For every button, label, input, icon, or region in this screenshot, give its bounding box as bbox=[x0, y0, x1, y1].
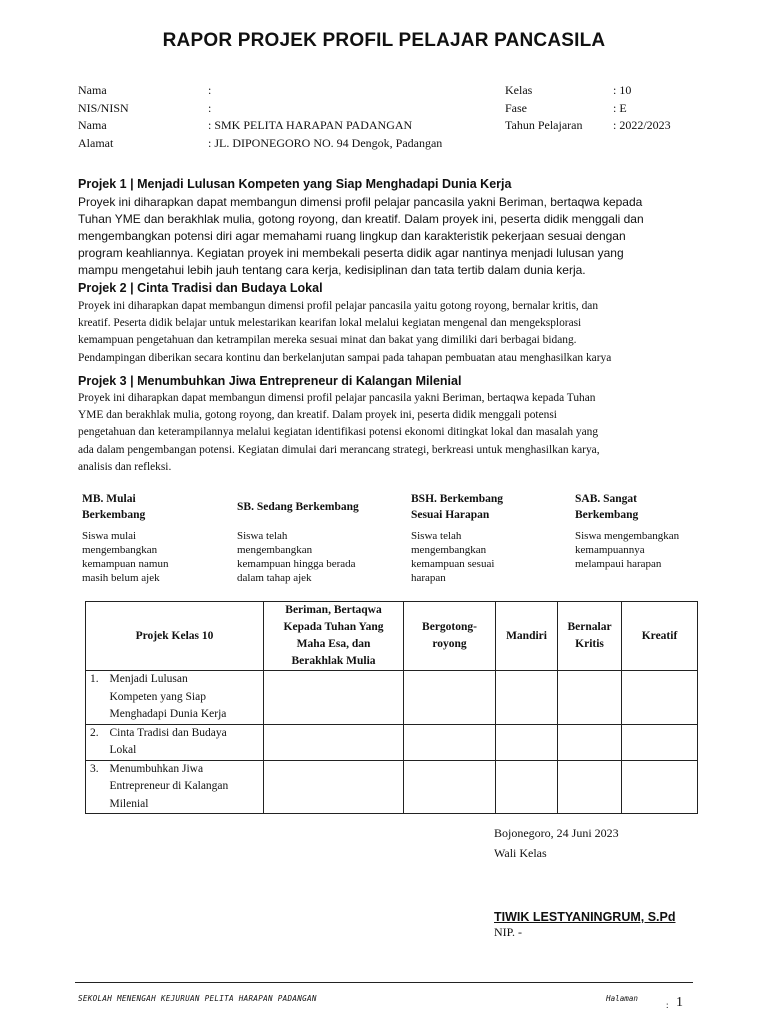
info-value: : E bbox=[613, 100, 627, 115]
report-title: RAPOR PROJEK PROFIL PELAJAR PANCASILA bbox=[162, 30, 606, 51]
text-line: program keahliannya. Kegiatan proyek ini membekali peserta didik agar nantinya menjadi lulusan yang bbox=[78, 246, 624, 261]
header-line: Kepada Tuhan Yang bbox=[283, 621, 384, 633]
header-line: Beriman, Bertaqwa bbox=[285, 604, 382, 616]
info-value: : 2022/2023 bbox=[613, 118, 671, 132]
footer-page-colon: : bbox=[666, 1000, 669, 1010]
project-3-heading: Projek 3 | Menumbuhkan Jiwa Entrepreneur di Kalangan Milenial bbox=[78, 374, 462, 388]
info-row-kelas bbox=[505, 82, 671, 100]
table-row bbox=[86, 671, 698, 725]
row-number: 2. bbox=[86, 724, 110, 760]
text-line: Tuhan YME dan berakhlak mulia, gotong royong, dan kreatif. Dalam proyek ini, peserta didik menggali dan bbox=[78, 212, 644, 227]
header-line: Bergotong- bbox=[422, 621, 477, 633]
scale-desc-line: kemampuan sesuai bbox=[411, 558, 495, 570]
info-label: Nama bbox=[78, 83, 107, 97]
score-cell[interactable] bbox=[622, 760, 698, 814]
text-line: analisis dan refleksi. bbox=[78, 460, 172, 473]
info-value: : bbox=[208, 83, 212, 97]
header-mandiri bbox=[496, 602, 558, 671]
footer-page-number: 1 bbox=[676, 995, 683, 1010]
score-cell[interactable] bbox=[264, 760, 404, 814]
scale-desc-line: Siswa mulai bbox=[82, 530, 137, 542]
scale-desc-line: kemampuannya bbox=[575, 544, 645, 556]
score-cell[interactable] bbox=[264, 671, 404, 725]
header-beriman bbox=[264, 602, 404, 671]
scale-bsh bbox=[411, 492, 566, 585]
header-line: Mandiri bbox=[506, 629, 547, 642]
info-row-tahun bbox=[505, 117, 671, 135]
footer-page-label: Halaman bbox=[606, 994, 639, 1003]
score-cell[interactable] bbox=[496, 760, 558, 814]
text-line: pengetahuan dan keterampilannya melalui kegiatan identifikasi potensi ekonomi ditingkat lokal dan masalah yang bbox=[78, 426, 599, 439]
table-row bbox=[86, 724, 698, 760]
scale-desc-line: mengembangkan bbox=[237, 543, 313, 556]
text-line: YME dan berakhlak mulia, gotong royong, dan kreatif. Dalam proyek ini, peserta didik menggali potensi bbox=[78, 409, 557, 422]
student-info-left bbox=[78, 82, 442, 152]
score-cell[interactable] bbox=[496, 724, 558, 760]
scale-desc-line: kemampuan hingga berada bbox=[237, 557, 356, 570]
row-number: 3. bbox=[86, 760, 110, 814]
signature-place-date: Bojonegoro, 24 Juni 2023 bbox=[494, 826, 619, 840]
header-line: Maha Esa, dan bbox=[296, 638, 371, 650]
score-cell[interactable] bbox=[404, 671, 496, 725]
scale-heading-line: BSH. Berkembang bbox=[411, 493, 504, 505]
signature-name: TIWIK LESTYANINGRUM, S.Pd bbox=[494, 910, 676, 924]
signature-nip: NIP. - bbox=[494, 925, 523, 939]
text-line: Pendampingan diberikan secara kontinu dan berkelanjutan sampai pada tahapan pembuatan atau menghasilkan karya bbox=[78, 351, 612, 364]
scale-description bbox=[237, 529, 402, 585]
text-line: mampu mengetahui lebih jauh tentang cara kerja, kedisiplinan dan tata tertib dalam dunia kerja. bbox=[78, 263, 586, 278]
scale-desc-line: harapan bbox=[411, 572, 446, 584]
scale-desc-line: mengembangkan bbox=[82, 544, 158, 556]
info-row-nis bbox=[78, 100, 442, 118]
header-line: Bernalar bbox=[567, 621, 612, 633]
header-kreatif bbox=[622, 602, 698, 671]
project-1-heading: Projek 1 | Menjadi Lulusan Kompeten yang Siap Menghadapi Dunia Kerja bbox=[78, 177, 512, 191]
text-line: ada dalam pengembangan potensi. Kegiatan dimulai dari merancang strategi, berkreasi untuk menghasilkan karya, bbox=[78, 443, 600, 456]
row-project-name bbox=[110, 671, 264, 725]
project-name-line: Menjadi Lulusan bbox=[109, 673, 188, 685]
info-row-address bbox=[78, 135, 442, 153]
header-line: royong bbox=[432, 638, 467, 650]
text-line: Proyek ini diharapkan dapat membangun dimensi profil pelajar pancasila yakni Beriman, bertaqwa kepada bbox=[78, 195, 643, 209]
score-cell[interactable] bbox=[558, 760, 622, 814]
footer-school-name: SEKOLAH MENENGAH KEJURUAN PELITA HARAPAN PADANGAN bbox=[78, 994, 317, 1003]
project-2-description bbox=[78, 298, 687, 367]
info-row-school bbox=[78, 117, 442, 135]
header-gotong-royong bbox=[404, 602, 496, 671]
scale-desc-line: mengembangkan bbox=[411, 544, 487, 556]
scale-desc-line: Siswa mengembangkan bbox=[575, 530, 680, 542]
project-name-line: Kompeten yang Siap bbox=[109, 690, 206, 703]
info-value: : JL. DIPONEGORO NO. 94 Dengok, Padangan bbox=[208, 135, 443, 150]
scale-description bbox=[411, 529, 566, 585]
scale-desc-line: masih belum ajek bbox=[82, 572, 160, 584]
project-name-line: Menumbuhkan Jiwa bbox=[109, 762, 204, 775]
student-info-right bbox=[505, 82, 671, 135]
header-line: Kritis bbox=[575, 638, 604, 650]
scale-heading-line: Sesuai Harapan bbox=[411, 508, 490, 521]
score-cell[interactable] bbox=[558, 724, 622, 760]
project-name-line: Lokal bbox=[109, 744, 137, 756]
info-label: Tahun Pelajaran bbox=[505, 118, 583, 132]
scale-description bbox=[82, 529, 227, 585]
header-projek bbox=[86, 602, 264, 671]
header-line: Berakhlak Mulia bbox=[291, 655, 376, 667]
scale-heading bbox=[411, 492, 566, 523]
project-3-description bbox=[78, 390, 687, 476]
info-label: Nama bbox=[78, 118, 107, 132]
scale-heading-line: SB. Sedang Berkembang bbox=[237, 501, 359, 513]
score-cell[interactable] bbox=[622, 724, 698, 760]
scale-heading-line: Berkembang bbox=[82, 508, 146, 521]
score-cell[interactable] bbox=[558, 671, 622, 725]
scale-desc-line: Siswa telah bbox=[411, 530, 462, 542]
scale-desc-line: melampaui harapan bbox=[575, 558, 662, 570]
scale-desc-line: Siswa telah bbox=[237, 529, 288, 542]
footer-divider bbox=[75, 982, 693, 983]
scale-desc-line: dalam tahap ajek bbox=[237, 571, 312, 584]
header-line: Kreatif bbox=[641, 629, 678, 642]
scale-heading bbox=[237, 500, 402, 516]
project-name-line: Entrepreneur di Kalangan bbox=[109, 780, 229, 792]
row-project-name bbox=[110, 724, 264, 760]
score-cell[interactable] bbox=[622, 671, 698, 725]
text-line: mengembangkan potensi diri agar memahami ruang lingkup dan karakteristik pekerjaan sesuai dengan bbox=[78, 229, 626, 244]
scale-sb bbox=[237, 500, 402, 585]
project-name-line: Milenial bbox=[109, 797, 149, 810]
project-name-line: Menghadapi Dunia Kerja bbox=[109, 708, 227, 720]
project-name-line: Cinta Tradisi dan Budaya bbox=[109, 726, 227, 739]
score-cell[interactable] bbox=[404, 724, 496, 760]
signature-role: Wali Kelas bbox=[494, 846, 547, 860]
scale-description bbox=[575, 529, 710, 571]
scale-heading-line: MB. Mulai bbox=[82, 493, 136, 505]
scale-heading-line: SAB. Sangat bbox=[575, 493, 637, 505]
score-cell[interactable] bbox=[264, 724, 404, 760]
row-number: 1. bbox=[86, 671, 110, 725]
score-cell[interactable] bbox=[404, 760, 496, 814]
info-row-nama bbox=[78, 82, 442, 100]
table-row bbox=[86, 760, 698, 814]
info-value: : 10 bbox=[613, 83, 632, 97]
project-2-heading: Projek 2 | Cinta Tradisi dan Budaya Lokal bbox=[78, 281, 323, 295]
text-line: Proyek ini diharapkan dapat membangun dimensi profil pelajar pancasila yaitu gotong royong, bernalar kritis, dan bbox=[78, 300, 599, 312]
text-line: kreatif. Peserta didik belajar untuk melestarikan kearifan lokal melalui kegiatan mengenal dan mengeksplorasi bbox=[78, 317, 582, 330]
info-label: NIS/NISN bbox=[78, 100, 129, 115]
info-row-fase bbox=[505, 100, 671, 118]
info-label: Alamat bbox=[78, 135, 114, 150]
assessment-table bbox=[85, 601, 698, 814]
scale-desc-line: kemampuan namun bbox=[82, 558, 169, 570]
header-bernalar-kritis bbox=[558, 602, 622, 671]
info-label: Kelas bbox=[505, 83, 533, 97]
scale-heading bbox=[575, 492, 710, 523]
info-value: : SMK PELITA HARAPAN PADANGAN bbox=[208, 118, 413, 132]
info-value: : bbox=[208, 100, 212, 115]
text-line: kemampuan pengetahuan dan ketrampilan mereka sesuai minat dan bakat yang dimiliki dari berbagai bidang. bbox=[78, 334, 577, 347]
table-header-row bbox=[86, 602, 698, 671]
scale-heading-line: Berkembang bbox=[575, 508, 639, 521]
scale-mb bbox=[82, 492, 227, 585]
text-line: Proyek ini diharapkan dapat membangun dimensi profil pelajar pancasila yakni Beriman, bertaqwa kepada Tuhan bbox=[78, 392, 596, 404]
header-line: Projek Kelas 10 bbox=[135, 629, 214, 642]
row-project-name bbox=[110, 760, 264, 814]
project-1-description bbox=[78, 194, 687, 279]
scale-sab bbox=[575, 492, 710, 571]
score-cell[interactable] bbox=[496, 671, 558, 725]
info-label: Fase bbox=[505, 100, 527, 115]
scale-heading bbox=[82, 492, 227, 523]
